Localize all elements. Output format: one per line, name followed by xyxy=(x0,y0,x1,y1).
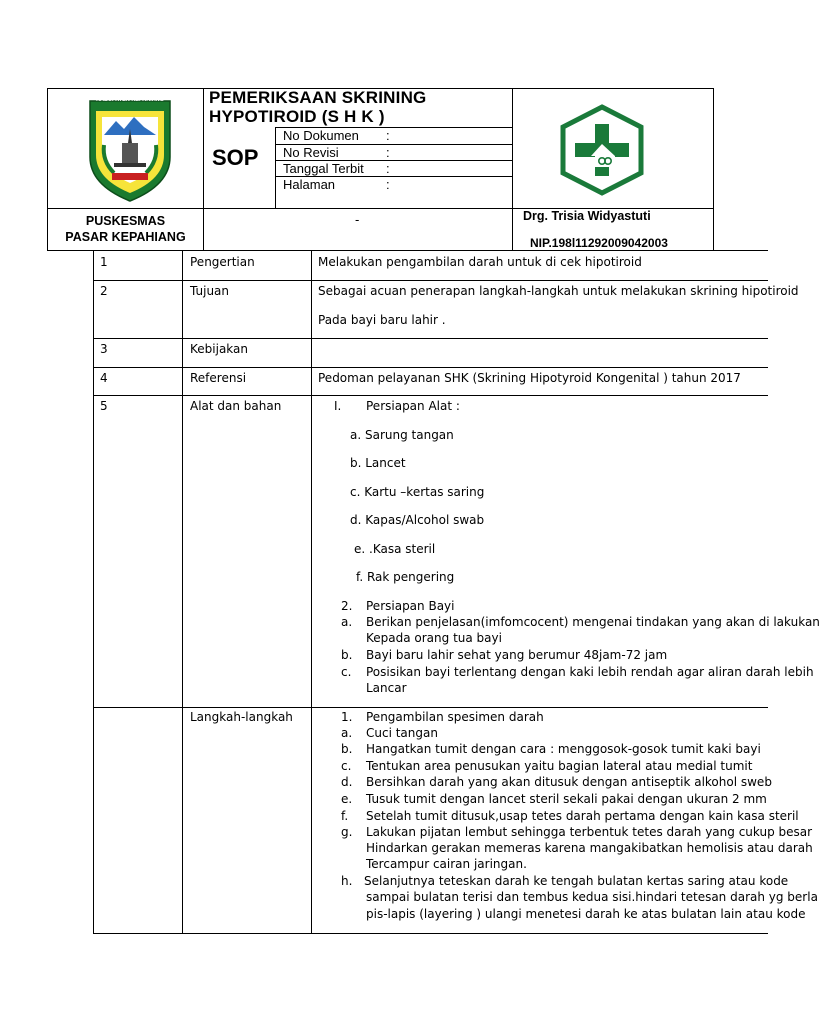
langkah-item: Cuci tangan xyxy=(366,726,438,740)
referensi-text: Pedoman pelayanan SHK (Skrining Hipotyroid Kongenital ) tahun 2017 xyxy=(318,371,741,385)
langkah-item: Bersihkan darah yang akan ditusuk dengan antiseptik alkohol sweb xyxy=(366,775,772,789)
meta-tanggal-terbit xyxy=(283,161,508,177)
langkah-item: Pengambilan spesimen darah xyxy=(366,710,544,724)
row-label-tujuan: Tujuan xyxy=(190,284,230,298)
pengertian-text: Melakukan pengambilan darah untuk di cek hipotiroid xyxy=(318,255,642,269)
meta-label: No Revisi xyxy=(283,145,339,160)
alat-item: b. Lancet xyxy=(350,456,406,470)
langkah-content xyxy=(312,708,818,932)
langkah-item: Selanjutnya teteskan darah ke tengah bulatan kertas saring atau kode xyxy=(364,874,789,888)
list-marker: f. xyxy=(341,809,349,823)
signer-name: Drg. Trisia Widyastuti xyxy=(523,209,651,223)
langkah-item: Lakukan pijatan lembut sehingga terbentuk tetes darah yang cukup besar xyxy=(366,825,813,839)
list-marker: a. xyxy=(341,615,353,629)
row-label-pengertian: Pengertian xyxy=(190,255,255,269)
meta-separator: : xyxy=(386,128,390,143)
row-number: 3 xyxy=(100,342,108,356)
meta-separator: : xyxy=(386,177,390,192)
row-number: 1 xyxy=(100,255,108,269)
puskesmas-line2: PASAR KEPAHIANG xyxy=(65,230,186,244)
list-marker: g. xyxy=(341,825,353,839)
langkah-item: Tercampur cairan jaringan. xyxy=(366,857,527,871)
list-marker: c. xyxy=(341,759,352,773)
meta-no-dokumen xyxy=(283,128,508,144)
sop-label: SOP xyxy=(212,145,259,170)
bayi-item: Kepada orang tua bayi xyxy=(366,631,502,645)
row-number: 5 xyxy=(100,399,108,413)
list-marker: e. xyxy=(341,792,353,806)
list-marker: b. xyxy=(341,742,353,756)
meta-label: Tanggal Terbit xyxy=(283,161,364,176)
signer-nip: NIP.198l11292009042003 xyxy=(530,236,668,250)
tujuan-text-line2: Pada bayi baru lahir . xyxy=(318,313,446,327)
row-number: 2 xyxy=(100,284,108,298)
bayi-item: Lancar xyxy=(366,681,407,695)
alat-item: e. .Kasa steril xyxy=(354,542,436,556)
meta-no-revisi xyxy=(283,145,508,161)
alat-item: a. Sarung tangan xyxy=(350,428,454,442)
list-marker: 1. xyxy=(341,710,353,724)
header-middle-dash: - xyxy=(355,212,360,227)
bayi-item: Berikan penjelasan(imfomcocent) mengenai tindakan yang akan di lakukan xyxy=(366,615,820,629)
list-marker: a. xyxy=(341,726,353,740)
bayi-item: Bayi baru lahir sehat yang berumur 48jam-72 jam xyxy=(366,648,668,662)
meta-separator: : xyxy=(386,161,390,176)
row-number: 4 xyxy=(100,371,108,385)
puskesmas-name xyxy=(48,213,203,245)
row-label-langkah-langkah: Langkah-langkah xyxy=(190,710,293,724)
document-title-line2: HYPOTIROID (S H K ) xyxy=(209,107,385,126)
bayi-item: Posisikan bayi terlentang dengan kaki lebih rendah agar aliran darah lebih xyxy=(366,665,814,679)
logo-banner-text: KABUPATEN KEPAHIANG xyxy=(96,97,164,103)
alat-header-text: Persiapan Alat : xyxy=(366,399,460,413)
meta-halaman xyxy=(283,177,508,193)
langkah-item: Tentukan area penusukan yaitu bagian lateral atau medial tumit xyxy=(366,759,753,773)
langkah-item: Hindarkan gerakan memeras karena mangakibatkan hemolisis atau darah xyxy=(366,841,813,855)
langkah-item: sampai bulatan terisi dan tembus kedua sisi.hindari tetesan darah yg berla xyxy=(366,890,818,904)
puskesmas-logo xyxy=(557,104,647,196)
row-label-kebijakan: Kebijakan xyxy=(190,342,248,356)
document-title-line1: PEMERIKSAAN SKRINING xyxy=(209,88,427,107)
list-marker: c. xyxy=(341,665,352,679)
langkah-item: pis-lapis (layering ) ulangi menetesi darah ke atas bulatan lain atau kode xyxy=(366,907,806,921)
row-label-referensi: Referensi xyxy=(190,371,247,385)
puskesmas-line1: PUSKESMAS xyxy=(85,214,166,228)
list-marker: b. xyxy=(341,648,353,662)
meta-label: Halaman xyxy=(283,177,336,192)
alat-item: f. Rak pengering xyxy=(356,570,455,584)
alat-item: c. Kartu –kertas saring xyxy=(350,485,485,499)
langkah-item: Setelah tumit ditusuk,usap tetes darah pertama dengan kain kasa steril xyxy=(366,809,799,823)
list-marker: 2. xyxy=(341,599,353,613)
list-marker: d. xyxy=(341,775,353,789)
alat-header-number: I. xyxy=(334,399,342,413)
row-label-alat-dan-bahan: Alat dan bahan xyxy=(190,399,282,413)
meta-separator: : xyxy=(386,145,390,160)
list-marker: h. xyxy=(341,874,353,888)
meta-label: No Dokumen xyxy=(283,128,359,143)
kabupaten-kepahiang-logo xyxy=(84,95,176,205)
alat-dan-bahan-content xyxy=(312,397,820,705)
alat-item: d. Kapas/Alcohol swab xyxy=(350,513,485,527)
langkah-item: Hangatkan tumit dengan cara : menggosok-gosok tumit kaki bayi xyxy=(366,742,761,756)
bayi-item: Persiapan Bayi xyxy=(366,599,455,613)
langkah-item: Tusuk tumit dengan lancet steril sekali pakai dengan ukuran 2 mm xyxy=(366,792,767,806)
tujuan-text-line1: Sebagai acuan penerapan langkah-langkah untuk melakukan skrining hipotiroid xyxy=(318,284,799,298)
